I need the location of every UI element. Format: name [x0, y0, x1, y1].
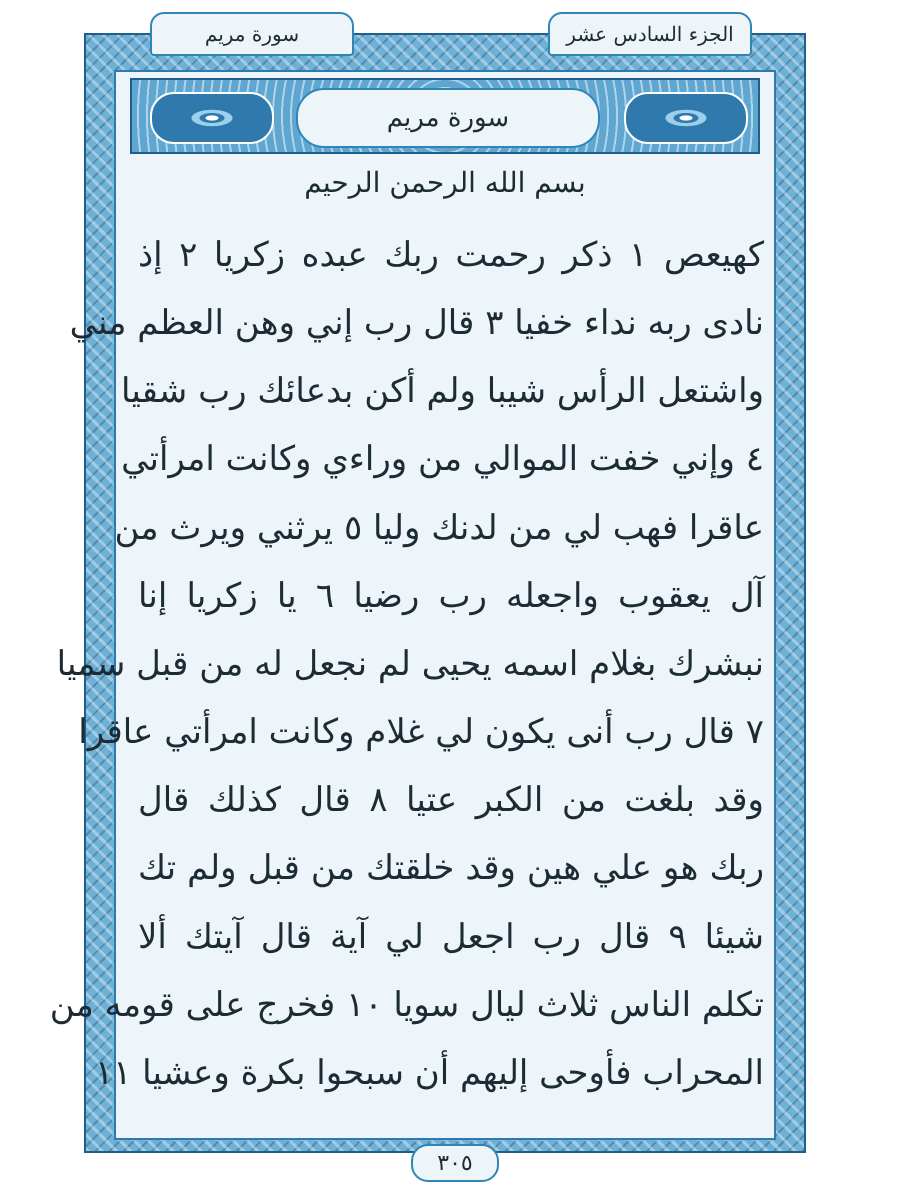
juz-label: الجزء السادس عشر [566, 22, 734, 46]
basmala: بسم الله الرحمن الرحيم [304, 166, 586, 199]
text-line: ٤ وإني خفت الموالي من وراءي وكانت امرأتي [121, 439, 764, 480]
text-line: نادى ربه نداء خفيا ٣ قال رب إني وهن العظم مني [69, 303, 764, 344]
text-line: نبشرك بغلام اسمه يحيى لم نجعل له من قبل سميا [56, 643, 764, 684]
text-line: كهيعص ١ ذكر رحمت ربك عبده زكريا ٢ إذ [138, 235, 765, 275]
text-line: تكلم الناس ثلاث ليال سويا ١٠ فخرج على قومه من [49, 984, 764, 1025]
ornament-left-icon [150, 92, 274, 144]
text-line: آل يعقوب واجعله رب رضيا ٦ يا زكريا إنا [138, 575, 765, 616]
text-line: شيئا ٩ قال رب اجعل لي آية قال آيتك ألا [138, 916, 764, 957]
surah-title: سورة مريم [296, 88, 600, 148]
surah-label: سورة مريم [204, 22, 300, 46]
text-line: المحراب فأوحى إليهم أن سبحوا بكرة وعشيا ١١ [94, 1052, 764, 1093]
text-line: ٧ قال رب أنى يكون لي غلام وكانت امرأتي عاقرا [78, 712, 764, 753]
verse-text [49, 224, 765, 1104]
page-number: ٣٠٥ [411, 1144, 499, 1182]
text-line: ربك هو علي هين وقد خلقتك من قبل ولم تك [138, 848, 764, 889]
ornament-right-icon [624, 92, 748, 144]
text-line: وقد بلغت من الكبر عتيا ٨ قال كذلك قال [138, 780, 764, 821]
text-line: عاقرا فهب لي من لدنك وليا ٥ يرثني ويرث من [114, 507, 764, 548]
surah-header [150, 12, 354, 56]
text-line: واشتعل الرأس شيبا ولم أكن بدعائك رب شقيا [120, 371, 764, 412]
juz-header [548, 12, 752, 56]
